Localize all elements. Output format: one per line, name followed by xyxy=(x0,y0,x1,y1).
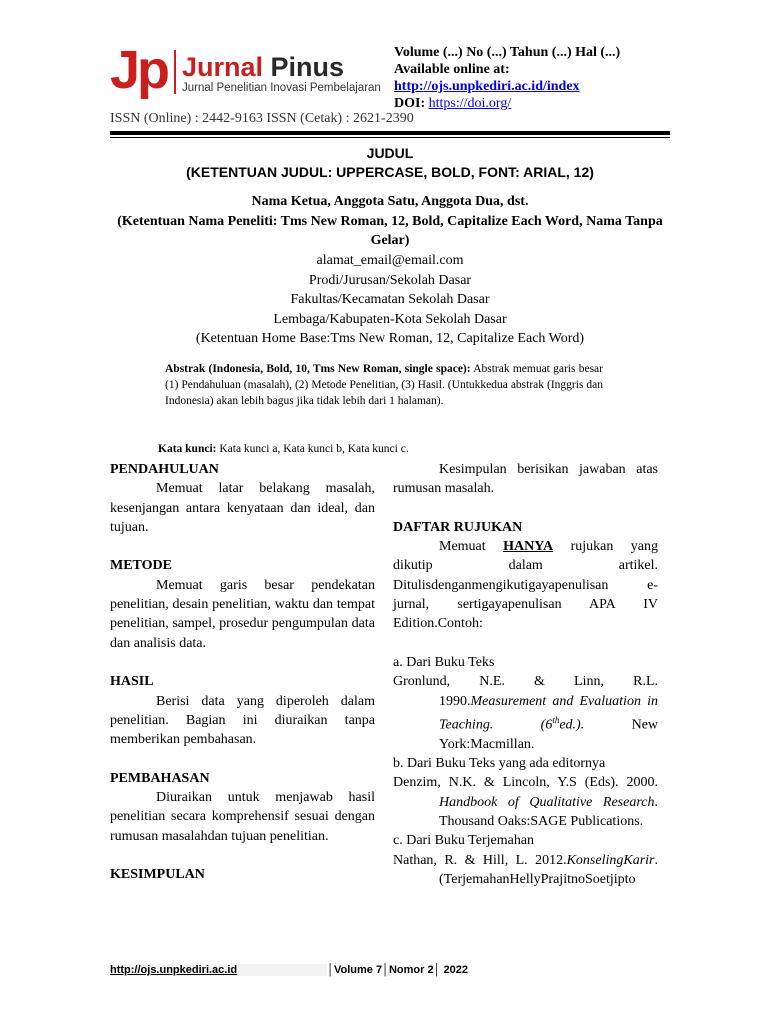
example-a-label: a. Dari Buku Teks xyxy=(393,654,495,670)
section-heading-metode: METODE xyxy=(110,558,172,574)
author-format-rule: (Ketentuan Nama Peneliti: Tms New Roman, 12, Bold, Capitalize Each Word, Nama Tanpa Gelar) xyxy=(117,213,663,248)
section-heading-pendahuluan: PENDAHULUAN xyxy=(110,462,219,477)
logo-name-part1: Jurnal xyxy=(182,52,264,82)
reference-a-edition: ed.). xyxy=(559,717,585,733)
section-heading-hasil: HASIL xyxy=(110,674,154,690)
footer-nomor: Nomor 2 xyxy=(388,964,434,976)
keywords xyxy=(158,443,409,455)
section-text-metode: Memuat garis besar pendekatan penelitian, desain penelitian, waktu dan tempat penelitian, sampel, prosedur pengumpulan data dan analisis data. xyxy=(110,577,375,651)
journal-info xyxy=(394,44,620,112)
affiliation-lembaga: Lembaga/Kabupaten-Kota Sekolah Dasar xyxy=(273,311,507,327)
reference-c-translator: . (TerjemahanHellyPrajitnoSoetjipto xyxy=(439,852,658,887)
doi-link[interactable]: https://doi.org/ xyxy=(428,96,512,111)
home-base-rule: (Ketentuan Home Base:Tms New Roman, 12, Capitalize Each Word) xyxy=(195,331,585,346)
available-url-link[interactable]: http://ojs.unpkediri.ac.id/index xyxy=(394,79,580,94)
reference-item-b xyxy=(393,773,658,831)
issn-line: ISSN (Online) : 2442-9163 ISSN (Cetak) : 2621-2390 xyxy=(110,111,414,126)
title-line-2: (KETENTUAN JUDUL: UPPERCASE, BOLD, FONT: ARIAL, 12) xyxy=(186,164,594,180)
section-text-kesimpulan: Kesimpulan berisikan jawaban atas rumusan masalah. xyxy=(393,462,658,497)
reference-b-publisher: . Thousand Oaks:SAGE Publications. xyxy=(439,794,658,829)
header-rule-thin xyxy=(110,137,670,138)
reference-b-title: Handbook of Qualitative Research xyxy=(439,794,655,810)
title-line-1: JUDUL xyxy=(366,145,414,161)
example-b-label: b. Dari Buku Teks yang ada editornya xyxy=(393,756,606,772)
left-column xyxy=(110,460,375,885)
logo-name-part2: Pinus xyxy=(270,52,345,82)
affiliation-block xyxy=(110,251,670,349)
affiliation-fakultas: Fakultas/Kecamatan Sekolah Dasar xyxy=(290,292,490,307)
article-title xyxy=(110,144,670,182)
logo-name xyxy=(182,52,344,82)
section-text-hasil: Berisi data yang diperoleh dalam penelitian. Bagian ini diuraikan tanpa memberikan pembahasan. xyxy=(110,693,375,748)
author-email: alamat_email@email.com xyxy=(316,253,464,268)
footer-year: 2022 xyxy=(443,964,469,976)
example-c-label: c. Dari Buku Terjemahan xyxy=(393,833,535,849)
keywords-text: Kata kunci a, Kata kunci b, Kata kunci c. xyxy=(219,443,409,455)
rujukan-intro-pre: Memuat xyxy=(439,539,486,555)
page-footer: http://ojs.unpkediri.ac.id │Volume 7│Nomor 2│ 2022 xyxy=(110,964,469,976)
section-text-pembahasan: Diuraikan untuk menjawab hasil penelitian secara komprehensif sesuai dengan rumusan masalahdan tujuan penelitian. xyxy=(110,790,375,844)
reference-a-publisher: New York:Macmillan. xyxy=(439,717,659,752)
section-text-pendahuluan: Memuat latar belakang masalah, kesenjangan antara kenyataan dan ideal, dan tujuan. xyxy=(110,481,375,535)
logo-divider xyxy=(174,50,176,94)
available-label: Available online at: xyxy=(394,62,510,77)
reference-item-a xyxy=(393,672,658,754)
reference-c-authors: Nathan, R. & Hill, L. 2012. xyxy=(393,852,567,868)
abstract-text: Abstrak memuat garis besar (1) Pendahuluan (masalah), (2) Metode Penelitian, (3) Hasil. (Untukkedua abstrak (Inggris dan Indonesia) akan lebih bagus jika tidak lebih dari 1 halaman). xyxy=(165,363,603,407)
rujukan-intro xyxy=(393,537,658,633)
logo-mark: Jp xyxy=(110,40,168,100)
header-rule-thick xyxy=(110,131,670,135)
section-heading-pembahasan: PEMBAHASAN xyxy=(110,770,210,786)
reference-a-title: Measurement and Evaluation in Teaching. (6 xyxy=(439,693,658,733)
abstract-label: Abstrak (Indonesia, Bold, 10, Tms New Roman, single space): xyxy=(165,363,471,375)
keywords-label: Kata kunci: xyxy=(158,443,217,455)
author-names: Nama Ketua, Anggota Satu, Anggota Dua, dst. xyxy=(251,194,529,209)
doi-label: DOI: xyxy=(394,96,426,111)
abstract xyxy=(165,361,603,409)
volume-line: Volume (...) No (...) Tahun (...) Hal (...) xyxy=(394,45,621,60)
reference-a-authors: Gronlund, N.E. & Linn, R.L. 1990. xyxy=(393,674,658,709)
footer-volume: Volume 7 xyxy=(334,964,383,976)
rujukan-intro-emphasis: HANYA xyxy=(503,539,554,555)
logo-tagline: Jurnal Penelitian Inovasi Pembelajaran xyxy=(182,82,381,94)
reference-c-title: KonselingKarir xyxy=(566,852,655,868)
reference-item-c xyxy=(393,851,658,890)
reference-b-authors: Denzim, N.K. & Lincoln, Y.S (Eds). 2000. xyxy=(393,775,658,791)
section-heading-daftar-rujukan: DAFTAR RUJUKAN xyxy=(393,519,523,535)
section-heading-kesimpulan: KESIMPULAN xyxy=(110,867,205,883)
reference-a-sup: th xyxy=(552,714,560,725)
affiliation-prodi: Prodi/Jurusan/Sekolah Dasar xyxy=(308,272,472,288)
journal-logo xyxy=(110,38,384,110)
rujukan-intro-post: rujukan yang dikutip dalam artikel. Ditulisdenganmengikutigayapenulisan e-jurnal, sertigayapenulisan APA IV Edition.Contoh: xyxy=(393,539,658,632)
footer-url-link[interactable]: http://ojs.unpkediri.ac.id xyxy=(110,964,327,976)
right-column xyxy=(393,460,658,889)
author-block xyxy=(110,192,670,251)
